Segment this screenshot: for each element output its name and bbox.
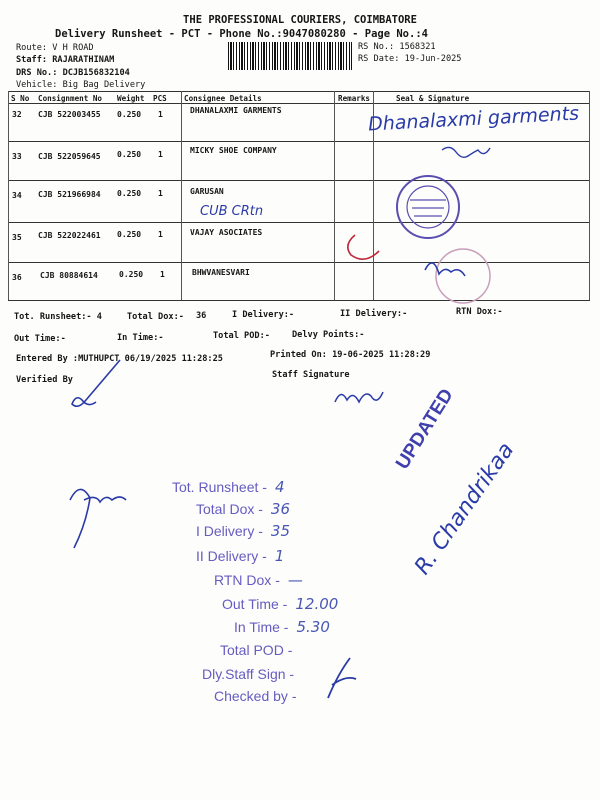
- row-pcs: 1: [158, 230, 163, 239]
- stamp-rtn-dox-label: RTN Dox -: [214, 572, 280, 588]
- stamp-i-delivery-label: I Delivery -: [196, 523, 263, 539]
- row-weight: 0.250: [117, 110, 142, 119]
- row-consignment: CJB 522003455: [38, 110, 101, 119]
- row-weight: 0.250: [117, 150, 142, 159]
- verified-by-label: Verified By: [16, 375, 73, 385]
- total-dox-label: Total Dox:-: [127, 312, 184, 322]
- route-label: Route: V H ROAD: [16, 43, 94, 53]
- total-dox-value: 36: [196, 311, 207, 321]
- row-sno: 35: [12, 233, 22, 242]
- row-signature-text: Dhanalaxmi garments: [367, 102, 580, 136]
- entered-by: Entered By :MUTHUPCT 06/19/2025 11:28:25: [16, 354, 223, 364]
- row-pcs: 1: [158, 150, 163, 159]
- row-pcs: 1: [158, 189, 163, 198]
- stamp-total-dox-label: Total Dox -: [196, 501, 263, 517]
- updated-stamp: UPDATED: [392, 385, 458, 474]
- row-consignee: DHANALAXMI GARMENTS: [190, 106, 282, 115]
- ink-marks: [330, 110, 600, 310]
- stamp-in-time-value: 5.30: [296, 618, 330, 636]
- barcode-image: [228, 42, 352, 70]
- col-header-consignee: Consignee Details: [184, 94, 262, 103]
- row-sno: 33: [12, 152, 22, 161]
- signature-scribbles: [0, 340, 600, 760]
- row-consignment: CJB 521966984: [38, 190, 101, 199]
- stamp-tot-runsheet-value: 4: [274, 478, 285, 496]
- stamp-tot-runsheet-label: Tot. Runsheet -: [172, 479, 267, 495]
- stamp-ii-delivery-value: 1: [274, 547, 285, 565]
- stamp-total-dox-value: 36: [270, 500, 291, 518]
- row-consignee: BHWVANESVARI: [192, 268, 250, 277]
- stamp-in-time-label: In Time -: [234, 619, 289, 635]
- rs-date: RS Date: 19-Jun-2025: [358, 54, 462, 64]
- row-consignment: CJB 522022461: [38, 231, 101, 240]
- stamp-checked-by-label: Checked by -: [214, 688, 297, 704]
- row-note-text: CUB CRtn: [200, 204, 264, 219]
- col-header-pcs: PCS: [153, 94, 167, 103]
- i-delivery-label: I Delivery:-: [232, 310, 295, 320]
- row-weight: 0.250: [117, 189, 142, 198]
- stamp-total-pod-label: Total POD -: [220, 642, 293, 658]
- stamp-rtn-dox-value: —: [287, 571, 303, 589]
- row-weight: 0.250: [117, 230, 142, 239]
- row-consignee: GARUSAN: [190, 187, 224, 196]
- stamp-staff-sign-label: Dly.Staff Sign -: [202, 666, 295, 682]
- company-title: THE PROFESSIONAL COURIERS, COIMBATORE: [183, 14, 417, 26]
- col-header-consignment: Consignment No: [38, 94, 103, 103]
- row-consignee: VAJAY ASOCIATES: [190, 228, 263, 237]
- stamp-ii-delivery-label: II Delivery -: [196, 548, 267, 564]
- total-pod-label: Total POD:-: [213, 331, 270, 341]
- ii-delivery-label: II Delivery:-: [340, 309, 408, 319]
- row-consignment: CJB 522059645: [38, 152, 101, 161]
- delvy-points-label: Delvy Points:-: [292, 330, 365, 340]
- col-header-remarks: Remarks: [338, 94, 371, 103]
- staff-signature-label: Staff Signature: [272, 370, 350, 380]
- row-consignee: MICKY SHOE COMPANY: [190, 146, 277, 155]
- tot-runsheet: Tot. Runsheet:- 4: [14, 312, 102, 322]
- stamp-i-delivery-value: 35: [270, 522, 290, 540]
- in-time-label: In Time:-: [117, 333, 164, 343]
- runsheet-subtitle: Delivery Runsheet - PCT - Phone No.:9047080280 - Page No.:4: [55, 28, 428, 40]
- row-consignment: CJB 80884614: [40, 271, 98, 280]
- row-sno: 36: [12, 273, 22, 282]
- updated-name-signature: R. Chandrikaa: [410, 438, 520, 580]
- printed-on: Printed On: 19-06-2025 11:28:29: [270, 350, 431, 360]
- col-header-sno: S No: [11, 94, 30, 103]
- drs-number: DRS No.: DCJB156832104: [16, 68, 130, 78]
- staff-label: Staff: RAJARATHINAM: [16, 55, 115, 65]
- row-sno: 32: [12, 110, 22, 119]
- stamp-out-time-label: Out Time -: [222, 596, 288, 612]
- col-header-weight: Weight: [117, 94, 145, 103]
- vehicle-label: Vehicle: Big Bag Delivery: [16, 80, 146, 90]
- stamp-out-time-value: 12.00: [295, 595, 339, 613]
- rtn-dox-label: RTN Dox:-: [456, 307, 503, 317]
- row-pcs: 1: [160, 270, 165, 279]
- row-weight: 0.250: [119, 270, 144, 279]
- out-time-label: Out Time:-: [14, 334, 66, 344]
- row-pcs: 1: [158, 110, 163, 119]
- row-sno: 34: [12, 191, 22, 200]
- rs-number: RS No.: 1568321: [358, 42, 436, 52]
- col-header-seal: Seal & Signature: [396, 94, 470, 103]
